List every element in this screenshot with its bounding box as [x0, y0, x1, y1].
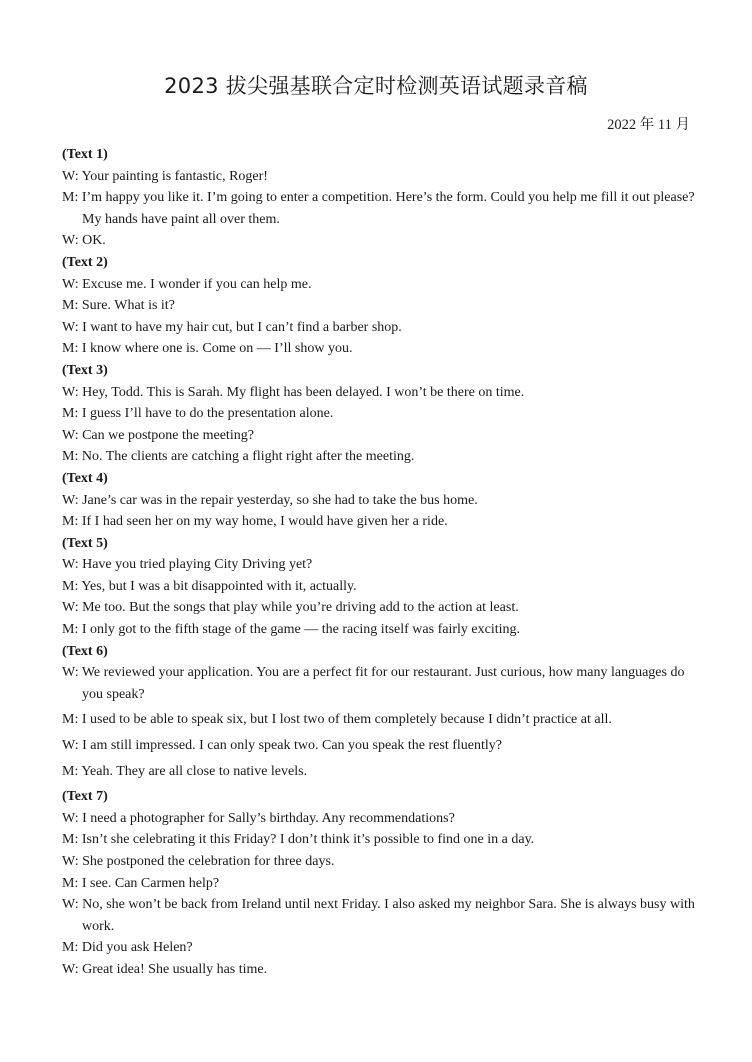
text-3-line-3: W: Can we postpone the meeting?	[62, 427, 254, 443]
text-3-line-4: M: No. The clients are catching a flight right after the meeting.	[62, 449, 415, 465]
text-2-line-4: M: I know where one is. Come on — I’ll show you.	[62, 341, 353, 357]
text-6-heading: (Text 6)	[62, 643, 108, 659]
text-5-line-2: M: Yes, but I was a bit disappointed with it, actually.	[62, 578, 357, 594]
text-6-line-4: M: Yeah. They are all close to native levels.	[62, 763, 308, 779]
text-7-line-2: M: Isn’t she celebrating it this Friday? I don’t think it’s possible to find one in a day.	[62, 832, 535, 848]
text-2-heading: (Text 2)	[62, 254, 108, 270]
text-5-line-4: M: I only got to the fifth stage of the game — the racing itself was fairly exciting.	[62, 622, 520, 638]
text-1-line-2: M: I’m happy you like it. I’m going to enter a competition. Here’s the form. Could you help me fill it out please? My hands have paint all over them.	[62, 190, 695, 227]
text-3-line-2: M: I guess I’ll have to do the presentation alone.	[62, 406, 334, 422]
text-7-line-3: W: She postponed the celebration for three days.	[62, 854, 335, 869]
document-date: 2022 年 11 月	[607, 117, 690, 133]
text-5-line-1: W: Have you tried playing City Driving yet?	[62, 557, 313, 573]
text-7-line-1: W: I need a photographer for Sally’s birthday. Any recommendations?	[62, 810, 455, 826]
text-4-line-1: W: Jane’s car was in the repair yesterday, so she had to take the bus home.	[62, 492, 478, 508]
text-6-line-2: M: I used to be able to speak six, but I lost two of them completely because I didn’t practice at all.	[62, 712, 612, 728]
transcript-body	[62, 144, 708, 981]
text-7-line-4: M: I see. Can Carmen help?	[62, 875, 220, 891]
text-1-line-3: W: OK.	[62, 233, 106, 249]
text-7-line-6: M: Did you ask Helen?	[62, 940, 193, 956]
text-3-heading: (Text 3)	[62, 362, 108, 378]
text-7-line-5: W: No, she won’t be back from Ireland until next Friday. I also asked my neighbor Sara. She is always busy with work.	[62, 897, 695, 934]
text-7-heading: (Text 7)	[62, 789, 108, 805]
text-1-line-1: W: Your painting is fantastic, Roger!	[62, 168, 268, 184]
text-2-line-1: W: Excuse me. I wonder if you can help me.	[62, 276, 312, 292]
document-title: 2023 拔尖强基联合定时检测英语试题录音稿	[164, 74, 588, 98]
text-7-line-7: W: Great idea! She usually has time.	[62, 961, 268, 977]
text-6-line-1: W: We reviewed your application. You are a perfect fit for our restaurant. Just curious, how many languages do you speak?	[62, 665, 685, 702]
text-2-line-3: W: I want to have my hair cut, but I can’t find a barber shop.	[62, 319, 402, 335]
text-6-line-3: W: I am still impressed. I can only speak two. Can you speak the rest fluently?	[62, 738, 502, 754]
text-5-heading: (Text 5)	[62, 535, 108, 551]
text-5-line-3: W: Me too. But the songs that play while you’re driving add to the action at least.	[62, 600, 519, 616]
text-4-line-2: M: If I had seen her on my way home, I would have given her a ride.	[62, 514, 448, 530]
text-4-heading: (Text 4)	[62, 470, 108, 486]
text-2-line-2: M: Sure. What is it?	[62, 298, 175, 314]
text-3-line-1: W: Hey, Todd. This is Sarah. My flight has been delayed. I won’t be there on time.	[62, 384, 525, 400]
text-1-heading: (Text 1)	[62, 147, 108, 162]
